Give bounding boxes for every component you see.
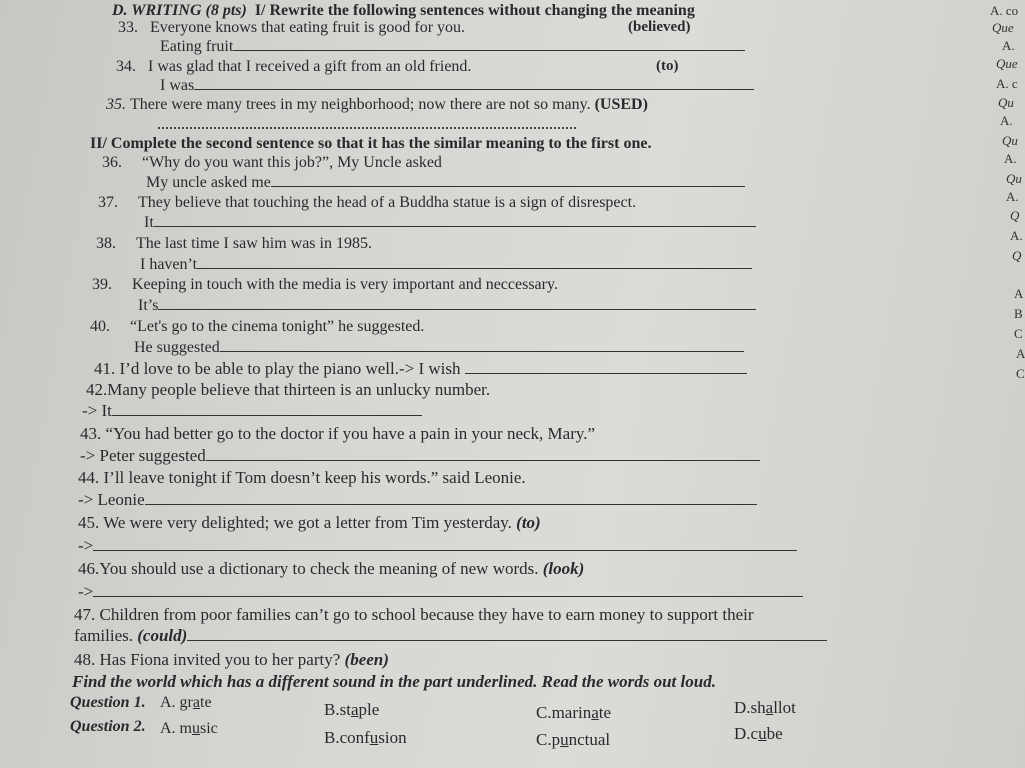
margin-text: A. c: [996, 76, 1018, 91]
answer-42: -> It: [82, 402, 422, 420]
answer-line[interactable]: [93, 538, 797, 551]
answer-line[interactable]: [233, 38, 745, 51]
pron-q1-option-a[interactable]: A. grate: [160, 694, 212, 711]
margin-text: A.: [1000, 113, 1013, 128]
margin-text: A: [1016, 346, 1025, 361]
question-43: 43. “You had better go to the doctor if you have a pain in your neck, Mary.”: [80, 424, 596, 443]
section-title: D. WRITING (8 pts): [112, 2, 247, 19]
question-39: 39. Keeping in touch with the media is very important and neccessary.: [92, 276, 558, 293]
question-37: 37. They believe that touching the head of a Buddha statue is a sign of disrespect.: [98, 194, 637, 211]
margin-text: Qu: [1002, 133, 1018, 148]
question-47: 47. Children from poor families can’t go to school because they have to earn money to support their: [74, 605, 754, 624]
answer-33: Eating fruit: [160, 38, 745, 56]
margin-text: Que: [992, 20, 1014, 35]
answer-43: -> Peter suggested: [80, 447, 760, 465]
answer-line[interactable]: [187, 628, 827, 641]
answer-39: It’s: [138, 297, 756, 315]
answer-line[interactable]: [465, 361, 747, 374]
part2-title: II/ Complete the second sentence so that it has the similar meaning to the first one.: [90, 135, 652, 152]
answer-line[interactable]: [93, 584, 803, 597]
answer-line[interactable]: [206, 448, 760, 461]
pron-q1-option-c[interactable]: C.marinate: [536, 703, 612, 722]
margin-text: A.: [1010, 228, 1023, 243]
answer-46: ->: [78, 583, 803, 601]
margin-text: C: [1016, 366, 1025, 381]
pron-q2-option-a[interactable]: A. music: [160, 720, 218, 737]
answer-47: families. (could): [74, 627, 827, 645]
question-41: 41. I’d love to be able to play the piano well.-> I wish: [94, 360, 747, 378]
margin-text: Q: [1010, 208, 1020, 223]
question-38: 38. The last time I saw him was in 1985.: [96, 235, 372, 252]
answer-37: It: [144, 214, 756, 232]
question-35: 35. There were many trees in my neighborhood; now there are not so many. (USED): [106, 96, 648, 113]
margin-text: C: [1014, 326, 1023, 341]
question-46: 46.You should use a dictionary to check the meaning of new words. (look): [78, 559, 585, 578]
margin-text: B: [1014, 306, 1023, 321]
answer-line[interactable]: [158, 117, 576, 129]
pron-q1-option-d[interactable]: D.shallot: [734, 698, 796, 717]
section-header: [112, 2, 695, 20]
answer-line[interactable]: [154, 214, 756, 227]
answer-line[interactable]: [158, 297, 756, 310]
margin-text: A.: [1004, 151, 1017, 166]
answer-40: He suggested: [134, 339, 744, 357]
question-48: 48. Has Fiona invited you to her party? (been): [74, 650, 389, 669]
answer-line[interactable]: [145, 492, 757, 505]
question-34: 34. I was glad that I received a gift from an old friend.: [116, 58, 472, 75]
hint-34: (to): [656, 58, 679, 74]
hint-33: (believed): [628, 19, 691, 35]
answer-line[interactable]: [194, 77, 754, 90]
pron-q1-label: Question 1.: [70, 694, 146, 711]
pron-q2-option-b[interactable]: B.confusion: [324, 728, 407, 747]
pronunciation-title: Find the world which has a different sound in the part underlined. Read the words out loud.: [72, 672, 716, 691]
answer-35: [158, 116, 576, 134]
answer-line[interactable]: [112, 403, 422, 416]
answer-44: -> Leonie: [78, 491, 757, 509]
answer-line[interactable]: [197, 256, 752, 269]
pron-q2-option-c[interactable]: C.punctual: [536, 730, 611, 749]
margin-text: Qu: [998, 95, 1014, 110]
answer-34: I was: [160, 77, 754, 95]
pron-q2-label: Question 2.: [70, 718, 146, 735]
margin-text: Q: [1012, 248, 1022, 263]
answer-line[interactable]: [271, 174, 745, 187]
pron-q2-option-d[interactable]: D.cube: [734, 724, 783, 743]
margin-text: A.: [1002, 38, 1015, 53]
margin-text: A.: [1006, 189, 1019, 204]
section-subtitle: I/ Rewrite the following sentences without changing the meaning: [254, 2, 695, 19]
answer-45: ->: [78, 537, 797, 555]
question-36: 36. “Why do you want this job?”, My Uncle asked: [102, 154, 442, 171]
question-33: 33. Everyone knows that eating fruit is good for you.: [118, 19, 466, 36]
question-45: 45. We were very delighted; we got a letter from Tim yesterday. (to): [78, 513, 541, 532]
margin-text: Qu: [1006, 171, 1022, 186]
margin-text: A: [1014, 286, 1024, 301]
question-44: 44. I’ll leave tonight if Tom doesn’t keep his words.” said Leonie.: [78, 468, 526, 487]
margin-text: Que: [996, 56, 1018, 71]
question-40: 40. “Let's go to the cinema tonight” he suggested.: [90, 318, 425, 335]
pron-q1-option-b[interactable]: B.staple: [324, 700, 380, 719]
question-42: 42.Many people believe that thirteen is an unlucky number.: [86, 380, 491, 399]
answer-line[interactable]: [220, 339, 744, 352]
margin-text: A. co: [990, 3, 1019, 18]
answer-36: My uncle asked me: [146, 174, 745, 192]
answer-38: I haven’t: [140, 256, 752, 274]
